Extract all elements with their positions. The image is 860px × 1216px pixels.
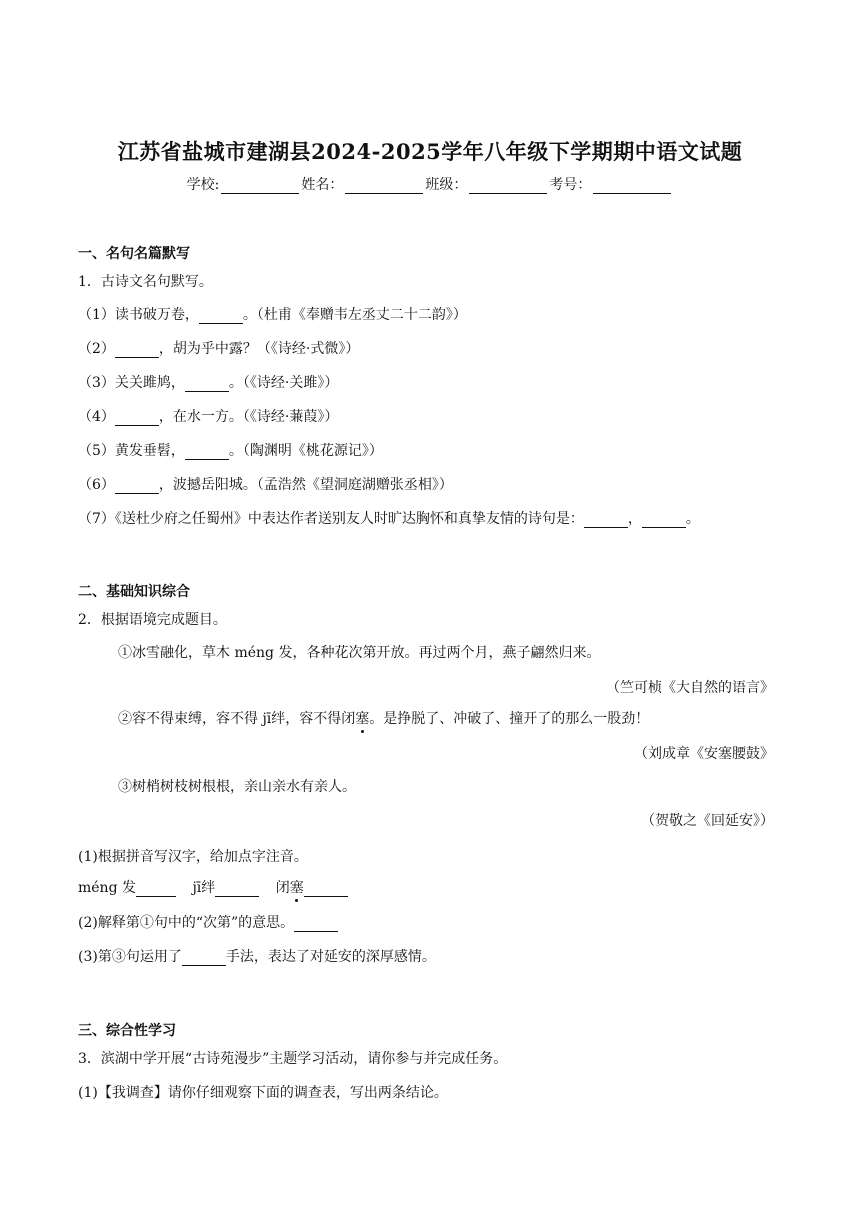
q3-sub-1: (1)【我调查】请你仔细观察下面的调查表，写出两条结论。: [78, 1085, 448, 1101]
dotted-char: 塞: [289, 880, 304, 896]
q1-item-3: （3）关关雎鸠， 。（《诗经·关雎》）: [78, 375, 339, 391]
answer-blank[interactable]: [215, 882, 259, 897]
q1-item-4: （4） ，在水一方。（《诗经·蒹葭》）: [78, 409, 339, 425]
passage-sentence-3: ③树梢树枝树根根，亲山亲水有亲人。: [118, 779, 356, 795]
passage-sentence-2: ②容不得束缚，容不得 jī绊，容不得闭塞。是挣脱了、冲破了、撞开了的那么一股劲！: [118, 711, 650, 727]
school-label: 学校:: [186, 177, 220, 193]
answer-blank[interactable]: [115, 411, 159, 426]
section-heading-2: 二、基础知识综合: [78, 584, 190, 600]
answer-blank[interactable]: [584, 513, 628, 528]
exam-no-label: 考号：: [549, 177, 592, 193]
q1-item-1: （1）读书破万卷， 。（杜甫《奉赠韦左丞丈二十二韵》）: [78, 307, 467, 323]
name-label: 姓名：: [301, 177, 344, 193]
exam-title: 江苏省盐城市建湖县2024-2025学年八年级下学期期中语文试题: [117, 139, 743, 164]
answer-blank[interactable]: [115, 343, 159, 358]
exam-no-blank[interactable]: [593, 179, 671, 194]
answer-blank[interactable]: [136, 882, 176, 897]
passage-sentence-1: ①冰雪融化，草木 méng 发，各种花次第开放。再过两个月，燕子翩然归来。: [118, 645, 601, 661]
passage-source-1: （竺可桢《大自然的语言》: [606, 680, 774, 696]
question-2-stem: 2．根据语境完成题目。: [78, 612, 227, 628]
section-heading-1: 一、名句名篇默写: [78, 246, 190, 262]
class-blank[interactable]: [469, 179, 547, 194]
section-heading-3: 三、综合性学习: [78, 1023, 176, 1039]
q1-item-7: （7）《送杜少府之任蜀州》中表达作者送别友人时旷达胸怀和真挚友情的诗句是： ， 。: [78, 511, 700, 527]
dotted-char: 塞: [355, 711, 370, 727]
question-3-stem: 3．滨湖中学开展“古诗苑漫步”主题学习活动，请你参与并完成任务。: [78, 1051, 508, 1067]
answer-blank[interactable]: [294, 917, 338, 932]
q1-item-6: （6） ，波撼岳阳城。（孟浩然《望洞庭湖赠张丞相》）: [78, 477, 453, 493]
class-label: 班级：: [425, 177, 468, 193]
q2-sub-3: (3)第③句运用了 手法，表达了对延安的深厚感情。: [78, 949, 436, 965]
question-1-stem: 1．古诗文名句默写。: [78, 274, 213, 290]
name-blank[interactable]: [345, 179, 423, 194]
answer-blank[interactable]: [199, 309, 243, 324]
q2-sub-2: (2)解释第①句中的“次第”的意思。: [78, 912, 338, 932]
passage-source-3: （贺敬之《回延安》）: [641, 813, 774, 829]
answer-blank[interactable]: [185, 445, 229, 460]
answer-blank[interactable]: [185, 377, 229, 392]
q2-sub-1: (1)根据拼音写汉字，给加点字注音。: [78, 849, 308, 865]
answer-blank[interactable]: [182, 951, 226, 966]
answer-blank[interactable]: [642, 513, 686, 528]
student-info-line: [0, 174, 860, 194]
q2-sub-1-answers: méng 发 jī绊 闭塞: [78, 877, 348, 897]
answer-blank[interactable]: [115, 479, 159, 494]
passage-source-2: （刘成章《安塞腰鼓》: [634, 746, 774, 762]
q1-item-5: （5）黄发垂髫， 。（陶渊明《桃花源记》）: [78, 443, 383, 459]
q1-item-2: （2） ，胡为乎中露？（《诗经·式微》）: [78, 341, 360, 357]
school-blank[interactable]: [221, 179, 299, 194]
answer-blank[interactable]: [304, 882, 348, 897]
